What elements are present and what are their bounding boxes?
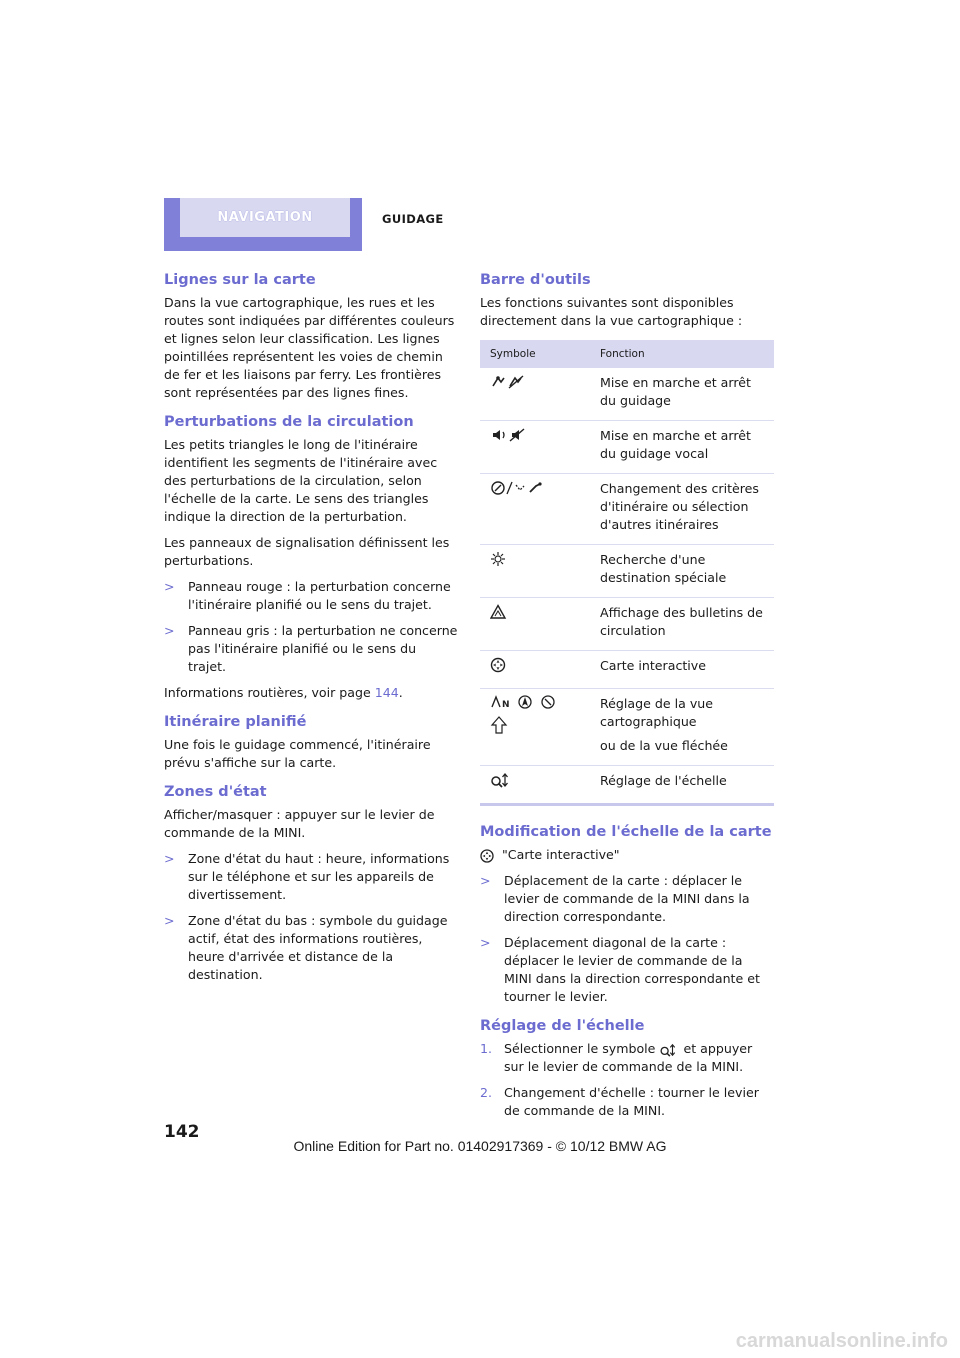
subsection-label: GUIDAGE — [382, 212, 444, 226]
ref-suffix: . — [398, 685, 403, 700]
bullet-text: Déplacement diagonal de la carte : déplacer le levier de commande de la MINI dans la direction correspondante et tourner le levier. — [504, 935, 760, 1004]
function-cell: Affichage des bulletins de circulation — [590, 598, 774, 651]
bullet-marker: > — [480, 935, 491, 950]
scale-icon — [659, 1043, 679, 1057]
text-barre-outils: Les fonctions suivantes sont disponibles directement dans la vue cartographique : — [480, 295, 743, 328]
toolbar-table — [480, 340, 774, 806]
bullet-item — [164, 850, 458, 904]
function-cell: Changement des critères d'itinéraire ou sélection d'autres itinéraires — [590, 474, 774, 545]
text-itineraire: Une fois le guidage commencé, l'itinéraire prévu s'affiche sur la carte. — [164, 737, 431, 770]
special-destination-icon — [490, 551, 510, 567]
svg-text:N: N — [502, 700, 510, 710]
bullet-item — [480, 934, 774, 1006]
heading-zones: Zones d'état — [164, 784, 267, 800]
text-lignes: Dans la vue cartographique, les rues et les routes sont indiquées par différentes couleurs et lignes selon leur classification. Les lignes pointillées représentent les voies de chemin de fer et les liaisons par ferry. Les frontières sont représentées par des lignes fines. — [164, 295, 455, 400]
table-row — [480, 545, 774, 598]
interactive-map-icon — [490, 657, 510, 673]
text-zones: Afficher/masquer : appuyer sur le levier de commande de la MINI. — [164, 807, 435, 840]
function-cell: Réglage de la vue cartographique — [600, 696, 714, 729]
function-cell: Mise en marche et arrêt du guidage — [590, 368, 774, 421]
route-criteria-icon — [490, 480, 546, 496]
heading-perturbations: Perturbations de la circulation — [164, 414, 414, 430]
section-perturbations — [164, 414, 458, 702]
section-modification — [480, 824, 774, 1006]
section-tab-inner — [180, 198, 350, 237]
text-perturbations-2: Les panneaux de signalisation définissent les perturbations. — [164, 535, 450, 568]
bullet-marker: > — [164, 623, 175, 638]
section-tab-label: NAVIGATION — [217, 210, 313, 225]
guidance-toggle-icon — [490, 374, 530, 390]
table-row — [480, 421, 774, 474]
voice-guidance-icon — [490, 427, 530, 443]
bullet-marker: > — [480, 873, 491, 888]
heading-barre-outils: Barre d'outils — [480, 272, 591, 288]
bullet-text: Panneau rouge : la perturbation concerne l'itinéraire planifié ou le sens du trajet. — [188, 579, 451, 612]
function-cell: Mise en marche et arrêt du guidage vocal — [590, 421, 774, 474]
step-number: 2. — [480, 1085, 493, 1100]
watermark: carmanualsonline.info — [735, 1330, 948, 1352]
heading-lignes: Lignes sur la carte — [164, 272, 316, 288]
text-traffic-ref — [164, 684, 458, 702]
left-column — [164, 272, 458, 996]
bullet-marker: > — [164, 913, 175, 928]
bullet-text: Zone d'état du haut : heure, informations sur le téléphone et sur les appareils de divertissement. — [188, 851, 450, 902]
section-zones — [164, 784, 458, 984]
th-function: Fonction — [590, 340, 774, 368]
bullet-item — [164, 578, 458, 614]
table-row — [480, 651, 774, 689]
section-barre-outils — [480, 272, 774, 806]
map-view-icon — [490, 695, 560, 735]
bullet-item — [164, 622, 458, 676]
function-cell: Réglage de l'échelle — [590, 766, 774, 805]
bullet-text: Panneau gris : la perturbation ne concerne pas l'itinéraire planifié ou le sens du trajet. — [188, 623, 458, 674]
step-text: Changement d'échelle : tourner le levier de commande de la MINI. — [504, 1085, 759, 1118]
step-number: 1. — [480, 1041, 493, 1056]
page-number: 142 — [164, 1122, 200, 1142]
section-itineraire — [164, 714, 458, 772]
table-row — [480, 766, 774, 805]
numbered-item — [480, 1040, 774, 1076]
bullet-item — [164, 912, 458, 984]
heading-itineraire: Itinéraire planifié — [164, 714, 307, 730]
table-row — [480, 689, 774, 766]
section-lignes — [164, 272, 458, 402]
text-carte-interactive — [480, 846, 774, 864]
table-row — [480, 474, 774, 545]
table-row — [480, 368, 774, 421]
function-cell-extra: ou de la vue fléchée — [600, 738, 728, 753]
bullet-text: Déplacement de la carte : déplacer le levier de commande de la MINI dans la direction correspondante. — [504, 873, 750, 924]
footer-edition: Online Edition for Part no. 01402917369 - © 10/12 BMW AG — [293, 1138, 667, 1154]
bullet-marker: > — [164, 851, 175, 866]
step-text-post: et appuyer sur le levier de commande de la MINI. — [504, 1041, 753, 1074]
menu-label: "Carte interactive" — [502, 847, 620, 862]
heading-modification: Modification de l'échelle de la carte — [480, 824, 772, 840]
function-cell: Recherche d'une destination spéciale — [590, 545, 774, 598]
ref-prefix: Informations routières, voir page — [164, 685, 375, 700]
right-column — [480, 272, 774, 1132]
traffic-bulletin-icon — [490, 604, 510, 620]
section-tab-navigation — [164, 198, 362, 251]
bullet-marker: > — [164, 579, 175, 594]
page-link[interactable]: 144 — [374, 685, 399, 700]
text-perturbations-1: Les petits triangles le long de l'itinéraire identifient les segments de l'itinéraire avec des perturbations de la circulation, selon l'échelle de la carte. Le sens des triangles indique la direction de la perturbation. — [164, 437, 438, 524]
table-row — [480, 598, 774, 651]
heading-reglage: Réglage de l'échelle — [480, 1018, 645, 1034]
th-symbol: Symbole — [480, 340, 590, 368]
section-reglage — [480, 1018, 774, 1120]
bullet-text: Zone d'état du bas : symbole du guidage actif, état des informations routières, heure d'arrivée et distance de la destination. — [188, 913, 448, 982]
numbered-item — [480, 1084, 774, 1120]
interactive-map-icon — [480, 849, 498, 863]
step-text-pre: Sélectionner le symbole — [504, 1041, 660, 1056]
scale-icon — [490, 772, 512, 788]
function-cell: Carte interactive — [590, 651, 774, 689]
bullet-item — [480, 872, 774, 926]
